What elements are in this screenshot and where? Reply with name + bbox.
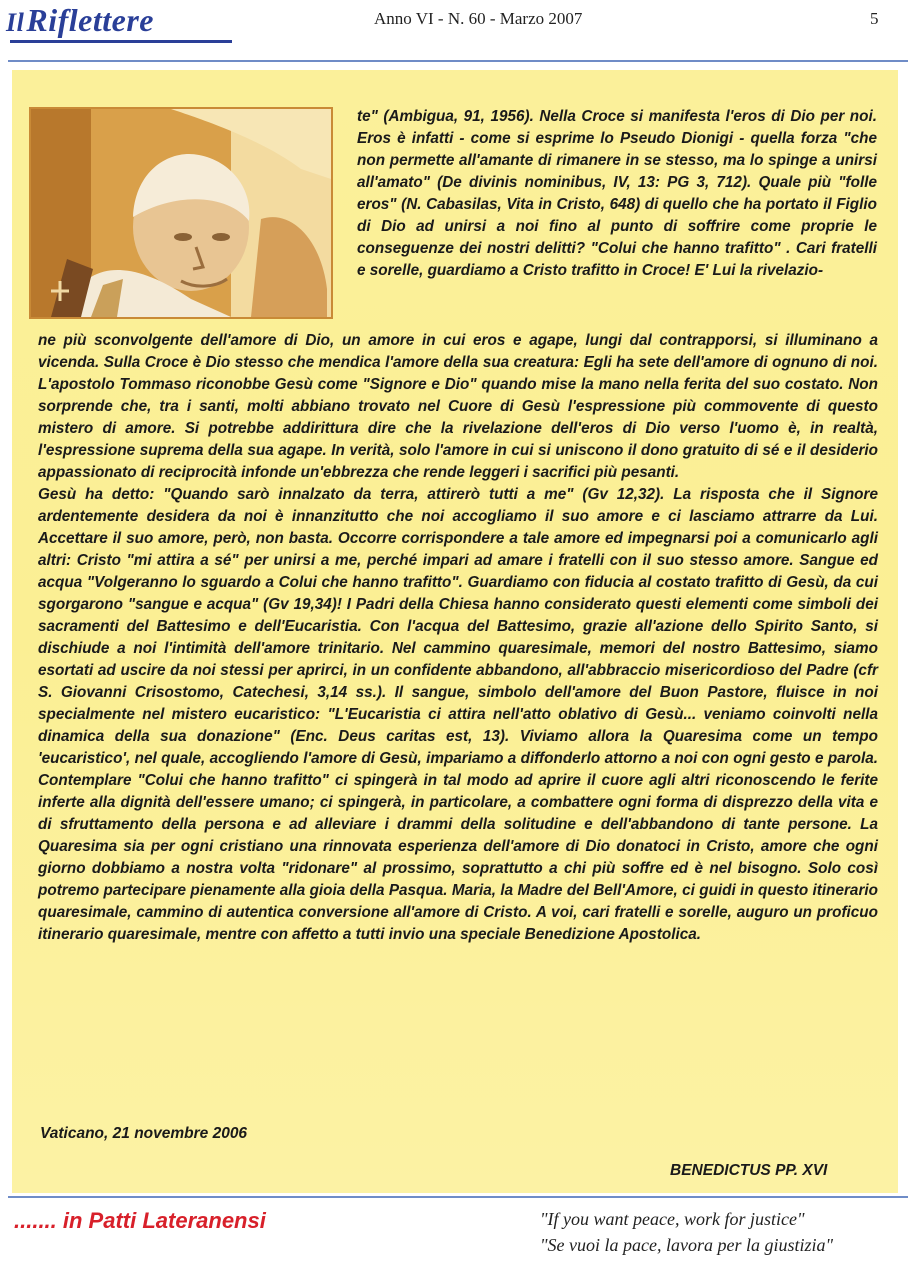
motto-english: "If you want peace, work for justice" xyxy=(540,1209,805,1229)
article-intro-column: te" (Ambigua, 91, 1956). Nella Croce si manifesta l'eros di Dio per noi. Eros è infatti - come si esprime lo Pseudo Dionigi - quella forza "che non permette all'amante di rimanere in se stesso, ma lo spinge a unirsi all'amato" (De divinis nominibus, IV, 13: PG 3, 712). Quale più "folle eros" (N. Cabasilas, Vita in Cristo, 648) di quello che ha portato il Figlio di Dio ad unirsi a noi fino al punto di soffrire come proprie le conseguenze dei nostri delitti? "Colui che hanno trafitto" . Cari fratelli e sorelle, guardiamo a Cristo trafitto in Croce! E' Lui la rivelazio- xyxy=(357,108,877,279)
footer-motto xyxy=(540,1206,900,1258)
footer-section-title: ....... in Patti Lateranensi xyxy=(14,1208,266,1233)
article-body xyxy=(38,330,878,946)
footer-divider xyxy=(8,1196,908,1198)
article-paragraph: Gesù ha detto: "Quando sarò innalzato da terra, attirerò tutti a me" (Gv 12,32). La risposta che il Signore ardentemente desidera da noi è innanzitutto che noi accogliamo il suo amore e ci lasciamo attrarre da Lui. Accettare il suo amore, però, non basta. Occorre corrispondere a tale amore ed impegnarsi poi a comunicarlo agli altri: Cristo "mi attira a sé" per unirsi a me, perché impari ad amare i fratelli con il suo stesso amore. Sangue ed acqua "Volgeranno lo sguardo a Colui che hanno trafitto". Guardiamo con fiducia al costato trafitto di Gesù, da cui sgorgarono "sangue e acqua" (Gv 19,34)! I Padri della Chiesa hanno considerato questi elementi come simboli dei sacramenti del Battesimo e dell'Eucaristia. Con l'acqua del Battesimo, grazie all'azione dello Spirito Santo, si dischiude a noi l'intimità dell'amore trinitario. Nel cammino quaresimale, memori del nostro Battesimo, siamo esortati ad uscire da noi stessi per aprirci, in un confidente abbandono, all'abbraccio misericordioso del Padre (cfr S. Giovanni Crisostomo, Catechesi, 3,14 ss.). Il sangue, simbolo dell'amore del Buon Pastore, fluisce in noi specialmente nel mistero eucaristico: "L'Eucaristia ci attira nell'atto oblativo di Gesù... veniamo coinvolti nella dinamica della sua donazione" (Enc. Deus caritas est, 13). Viviamo allora la Quaresima come un tempo 'eucaristico', nel quale, accogliendo l'amore di Gesù, impariamo a diffonderlo attorno a noi con ogni gesto e parola. Contemplare "Colui che hanno trafitto" ci spingerà in tal modo ad aprire il cuore agli altri riconoscendo le ferite inferte alla dignità dell'essere umano; ci spingerà, in particolare, a combattere ogni forma di disprezzo della vita e di sfruttamento della persona e ad alleviare i drammi della solitudine e dell'abbandono di tante persone. La Quaresima sia per ogni cristiano una rinnovata esperienza dell'amore di Dio donatoci in Cristo, amore che ogni giorno dobbiamo a nostra volta "ridonare" al prossimo, soprattutto a chi più soffre ed è nel bisogno. Solo così potremo partecipare pienamente alla gioia della Pasqua. Maria, la Madre del Bell'Amore, ci guidi in questo itinerario quaresimale, cammino di autentica conversione all'amore di Cristo. A voi, cari fratelli e sorelle, auguro un proficuo itinerario quaresimale, mentre con affetto a tutti invio una speciale Benedizione Apostolica. xyxy=(38,486,878,943)
logo-underline xyxy=(10,40,232,43)
magazine-logo xyxy=(6,2,154,39)
page-number: 5 xyxy=(870,9,879,28)
logo-article: Il xyxy=(6,8,25,37)
motto-italian: "Se vuoi la pace, lavora per la giustizia" xyxy=(540,1235,834,1255)
pope-photo xyxy=(29,107,333,319)
article-paragraph: ne più sconvolgente dell'amore di Dio, un amore in cui eros e agape, lungi dal contrapporsi, si illuminano a vicenda. Sulla Croce è Dio stesso che mendica l'amore della sua creatura: Egli ha sete dell'amore di ognuno di noi. L'apostolo Tommaso riconobbe Gesù come "Signore e Dio" quando mise la mano nella ferita del suo costato. Non sorprende che, tra i santi, molti abbiano trovato nel Cuore di Gesù l'espressione più commovente di questo mistero di amore. Si potrebbe addirittura dire che la rivelazione dell'eros di Dio verso l'uomo è, in realtà, l'espressione suprema della sua agape. In verità, solo l'amore in cui si uniscono il dono gratuito di sé e il desiderio appassionato di reciprocità infonde un'ebbrezza che rende leggeri i sacrifici più pesanti. xyxy=(38,332,878,481)
issue-info: Anno VI - N. 60 - Marzo 2007 xyxy=(374,9,583,28)
place-date: Vaticano, 21 novembre 2006 xyxy=(40,1125,248,1142)
pope-photo-illustration xyxy=(31,109,331,317)
header-divider xyxy=(8,60,908,62)
logo-title: Riflettere xyxy=(26,2,154,38)
signature: BENEDICTUS PP. XVI xyxy=(670,1162,828,1179)
page-header xyxy=(0,0,917,70)
article-panel xyxy=(12,70,898,1193)
